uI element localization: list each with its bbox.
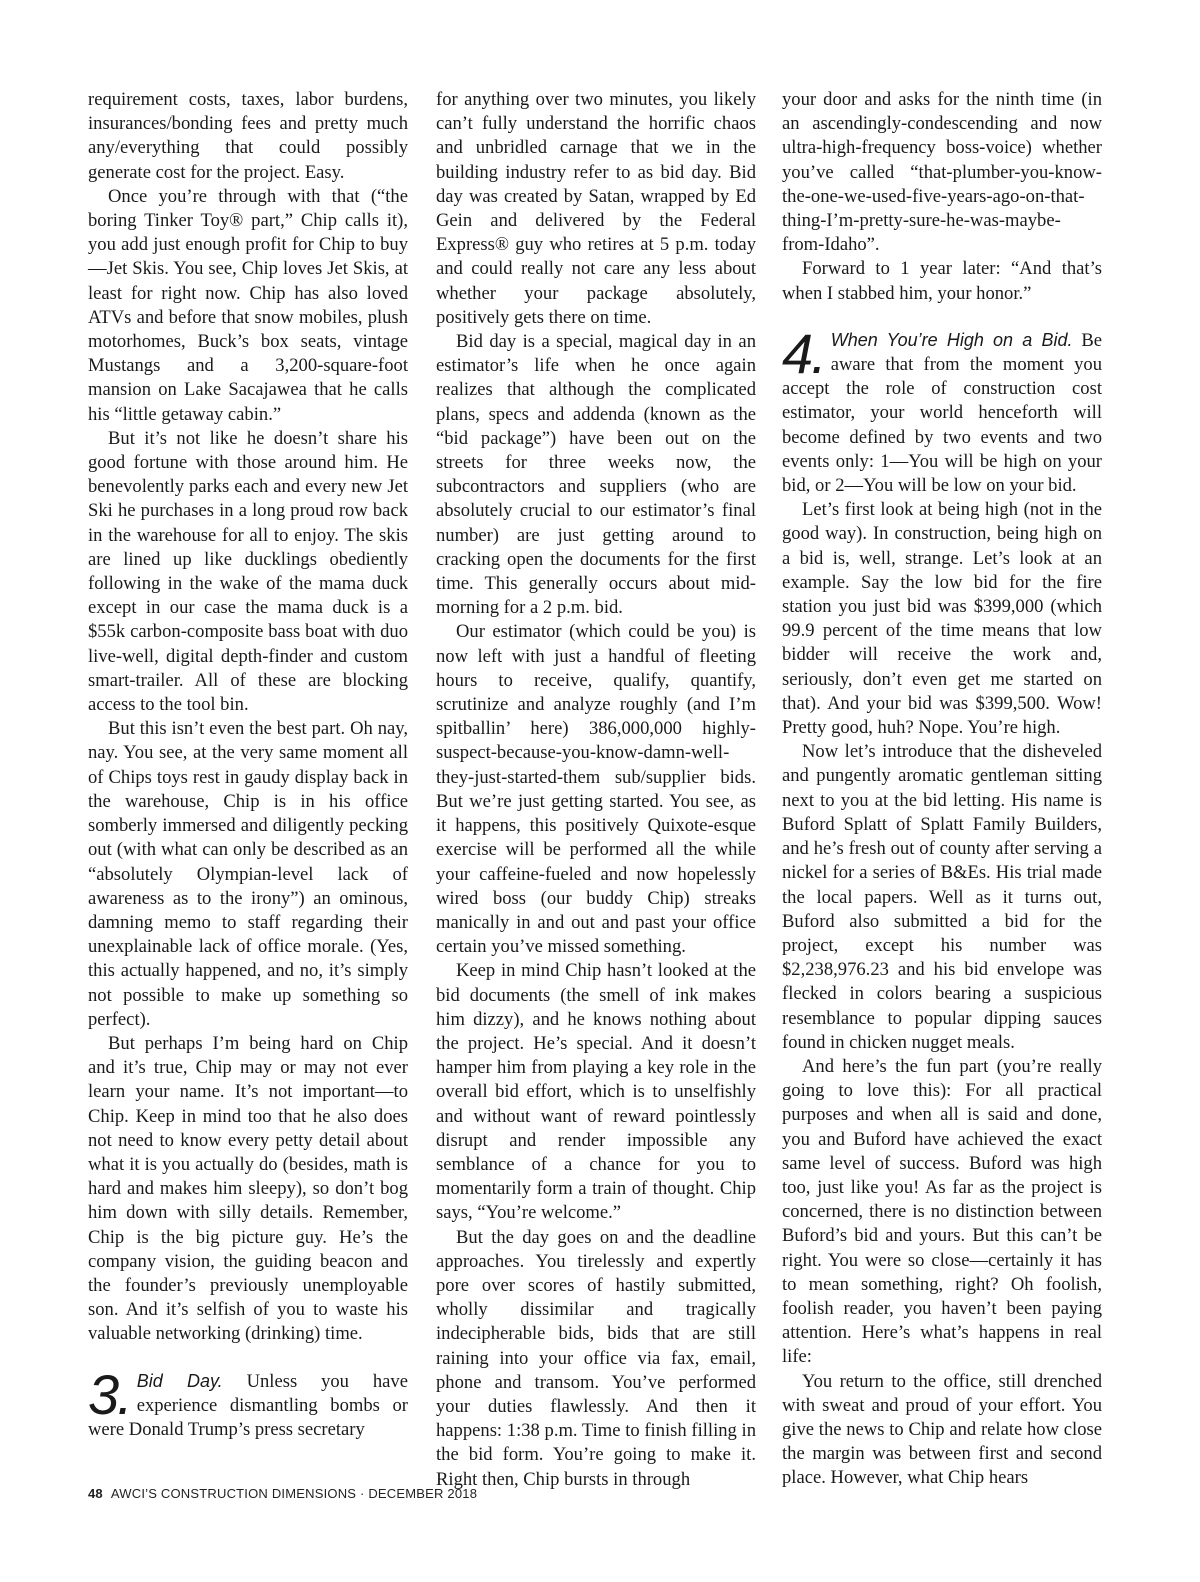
paragraph: Bid day is a special, magical day in an estimator’s life when he once again realizes that although the complicated plans, specs and addenda (known as the “bid package”) have been out on the streets for three weeks now, the subcontractors and suppliers (who are absolutely crucial to our estimator’s final number) are just getting around to cracking open the documents for the first time. This generally occurs about mid-morning for a 2 p.m. bid.	[436, 331, 756, 619]
paragraph: Forward to 1 year later: “And that’s when I stabbed him, your honor.”	[782, 258, 1102, 304]
paragraph: But perhaps I’m being hard on Chip and it’s true, Chip may or may not ever learn your name. It’s not important—to Chip. Keep in mind too that he also does not need to know every petty detail about what it is you actually do (besides, math is hard and makes him sleepy), so don’t bog him down with silly details. Remember, Chip is the big picture guy. He’s the company vision, the guiding beacon and the founder’s previously unemployable son. And it’s selfish of you to waste his valuable networking (drinking) time.	[88, 1032, 408, 1345]
section-number: 3.	[88, 1362, 131, 1426]
paragraph: Let’s first look at being high (not in the good way). In construction, being high on a bid is, well, strange. Let’s look at an example. Say the low bid for the fire station you just bid was $399,000 (which 99.9 percent of the time means that low bidder will receive the work and, seriously, don’t even get me started on that). And your bid was $399,500. Wow! Pretty good, huh? Nope. You’re high.	[782, 499, 1102, 739]
paragraph: Keep in mind Chip hasn’t looked at the bid documents (the smell of ink makes him dizzy), and he knows nothing about the project. He’s special. And it doesn’t hamper him from playing a key role in the overall bid effort, which is to unselfishly and without want of reward pointlessly disrupt and render impossible any semblance of a chance for you to momentarily form a train of thought. Chip says, “You’re welcome.”	[436, 960, 756, 1224]
section-heading: When You’re High on a Bid.	[830, 329, 1073, 350]
section-heading: Bid Day.	[136, 1370, 223, 1391]
section-text: Unless you have experience dismantling bombs or were Donald Trump’s press secretary	[88, 1370, 408, 1440]
paragraph: And here’s the fun part (you’re really going to love this): For all practical purposes and when all is said and done, you and Buford have achieved the exact same level of success. Buford was high too, just like you! As far as the project is concerned, there is no distinction between Buford’s bid and yours. But this can’t be right. You were so close—certainly it has to mean something, right? Oh foolish, foolish reader, you haven’t been paying attention. Here’s what’s happens in real life:	[782, 1055, 1102, 1368]
page-number: 48	[88, 1486, 103, 1501]
paragraph: You return to the office, still drenched with sweat and proud of your effort. You give the news to Chip and relate how close the margin was between first and second place. However, what Chip hears	[782, 1370, 1102, 1489]
page-footer	[88, 1486, 477, 1501]
paragraph: Now let’s introduce that the disheveled and pungently aromatic gentleman sitting next to you at the bid letting. His name is Buford Splatt of Splatt Family Builders, and he’s fresh out of county after serving a nickel for a series of B&Es. His trial made the local papers. Well as it turns out, Buford also submitted a bid for the project, except his number was $2,238,976.23 and his bid envelope was flecked in colors bearing a suspicious resemblance to popular dipping sauces found in chicken nugget meals.	[782, 741, 1102, 1053]
section-4-intro	[782, 321, 1102, 498]
column-1	[88, 88, 408, 1442]
paragraph: But the day goes on and the deadline approaches. You tirelessly and expertly pore over scores of hastily submitted, wholly dissimilar and tragically indecipherable bids, bids that are still raining into your office via fax, email, phone and transom. You’ve performed your duties flawlessly. And then it happens: 1:38 p.m. Time to finish filling in the bid form. You’re going to make it. Right then, Chip bursts in through	[436, 1226, 756, 1490]
paragraph: But this isn’t even the best part. Oh nay, nay. You see, at the very same moment all of Chips toys rest in gaudy display back in the warehouse, Chip is in his office somberly immersed and diligently pecking out (with what can only be described as an “absolutely Olympian-level lack of awareness as to the irony”) an ominous, damning memo to staff regarding their unexplainable lack of office morale. (Yes, this actually happened, and no, it’s simply not possible to make up something so perfect).	[88, 718, 408, 1030]
paragraph: for anything over two minutes, you likely can’t fully understand the horrific chaos and unbridled carnage that we in the building industry refer to as bid day. Bid day was created by Satan, wrapped by Ed Gein and delivered by the Federal Express® guy who retires at 5 p.m. today and could really not care any less about whether your package absolutely, positively gets there on time.	[436, 89, 756, 328]
paragraph: requirement costs, taxes, labor burdens, insurances/bonding fees and pretty much any/everything that could possibly generate cost for the project. Easy.	[88, 89, 408, 183]
paragraph: Our estimator (which could be you) is now left with just a handful of fleeting hours to receive, qualify, quantify, scrutinize and analyze roughly (and I’m spitballin’ here) 386,000,000 highly-suspect-because-you-know-damn-well-they-just-started-them sub/supplier bids. But we’re just getting started. You see, as it happens, this positively Quixote-esque exercise will be performed all the while your caffeine-fueled and now hopelessly wired boss (our buddy Chip) streaks manically in and out and past your office certain you’ve missed something.	[436, 621, 756, 958]
column-2	[436, 88, 756, 1492]
section-text: Be aware that from the moment you accept the role of construction cost estimator, your world henceforth will become defined by two events and two events only: 1—You will be high on your bid, or 2—You will be low on your bid.	[782, 329, 1102, 497]
paragraph: But it’s not like he doesn’t share his good fortune with those around him. He benevolently parks each and every new Jet Ski he purchases in a long proud row back in the warehouse for all to enjoy. The skis are lined up like ducklings obediently following in the wake of the mama duck except in our case the mama duck is a $55k carbon-composite bass boat with duo live-well, digital depth-finder and custom smart-trailer. All of these are blocking access to the tool bin.	[88, 427, 408, 716]
publication-name: AWCI’S CONSTRUCTION DIMENSIONS · DECEMBER 2018	[110, 1486, 478, 1501]
paragraph: Once you’re through with that (“the boring Tinker Toy® part,” Chip calls it), you add just enough profit for Chip to buy—Jet Skis. You see, Chip loves Jet Skis, at least for right now. Chip has also loved ATVs and before that snow mobiles, plush motorhomes, Buck’s box seats, vintage Mustangs and a 3,200-square-foot mansion on Lake Sacajawea that he calls his “little getaway cabin.”	[88, 185, 408, 425]
column-3	[782, 88, 1102, 1491]
section-number: 4.	[782, 321, 825, 385]
paragraph: your door and asks for the ninth time (in an ascendingly-condescending and now ultra-high-frequency boss-voice) whether you’ve called “that-plumber-you-know-the-one-we-used-five-years-ago-on-that-thing-I’m-pretty-sure-he-was-maybe-from-Idaho”.	[782, 89, 1102, 256]
section-3-intro	[88, 1362, 408, 1443]
